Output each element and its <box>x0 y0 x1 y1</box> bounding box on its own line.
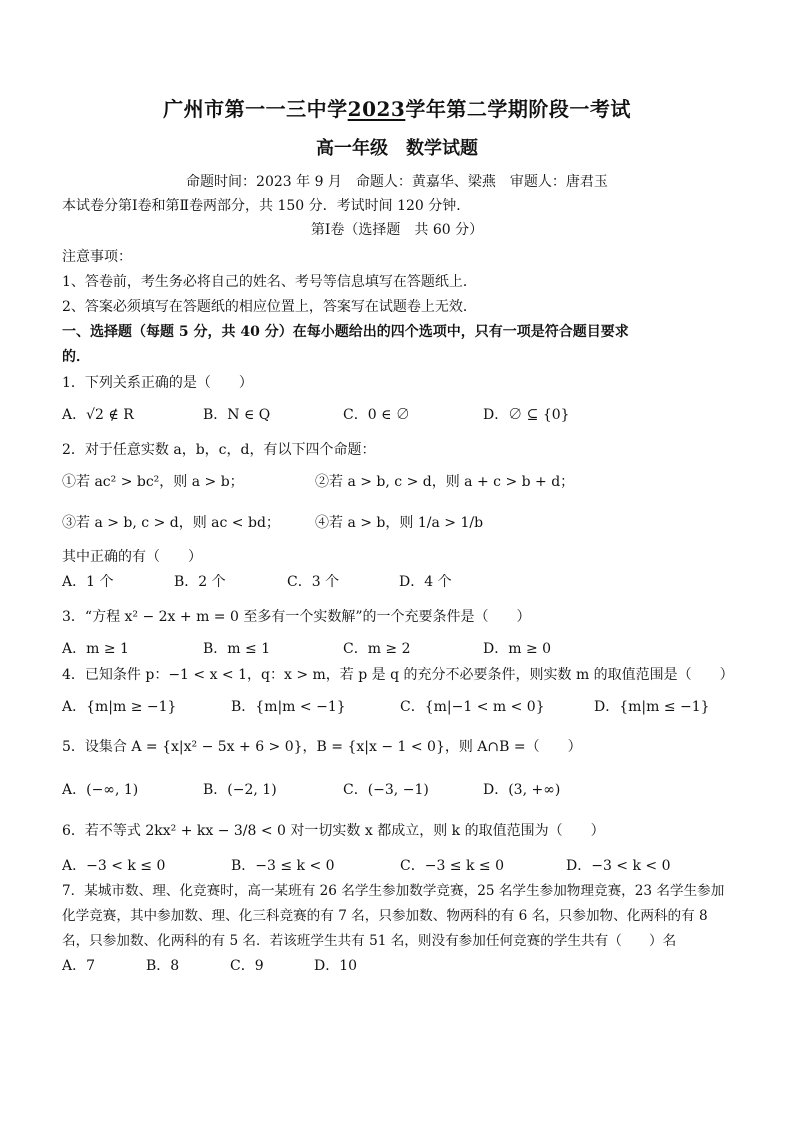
q1-option-d[interactable]: D．∅ ⊆ {0} <box>483 407 570 423</box>
q7-option-a[interactable]: A．7 <box>62 958 96 974</box>
exam-meta: 命题时间：2023 年 9 月 命题人：黄嘉华、梁燕 审题人：唐君玉 <box>186 174 608 190</box>
q7-option-b[interactable]: B．8 <box>146 958 180 974</box>
q6-option-d[interactable]: D．−3 < k < 0 <box>566 858 671 874</box>
q4-option-d[interactable]: D．{m|m ≤ −1} <box>594 699 710 715</box>
exam-intro: 本试卷分第Ⅰ卷和第Ⅱ卷两部分，共 150 分．考试时间 120 分钟． <box>62 198 471 214</box>
title-term: 学年第二学期阶段一考试 <box>405 97 631 121</box>
q5-stem: 5．设集合 A = {x|x² − 5x + 6 > 0}，B = {x|x − 1 < 0}，则 A∩B =（ ） <box>62 739 582 755</box>
q3-option-b[interactable]: B．m ≤ 1 <box>203 641 271 657</box>
section1-heading-cont: 的． <box>62 349 90 365</box>
q2-proposition-3: ③若 a > b, c > d，则 ac < bd； <box>62 515 280 531</box>
q6-option-c[interactable]: C．−3 ≤ k ≤ 0 <box>400 858 505 874</box>
part1-heading: 第Ⅰ卷（选择题 共 60 分） <box>310 222 484 238</box>
q2-stem: 2．对于任意实数 a，b，c，d，有以下四个命题： <box>62 442 376 458</box>
q3-option-a[interactable]: A．m ≥ 1 <box>62 641 129 657</box>
q4-option-a[interactable]: A．{m|m ≥ −1} <box>62 699 177 715</box>
q7-option-d[interactable]: D．10 <box>314 958 358 974</box>
q1-option-a[interactable]: A．√2 ∉ R <box>62 407 134 423</box>
section1-heading: 一、选择题（每题 5 分，共 40 分）在每小题给出的四个选项中，只有一项是符合题目要求 <box>62 324 629 340</box>
q5-option-b[interactable]: B．(−2, 1) <box>203 782 277 798</box>
q3-option-d[interactable]: D．m ≥ 0 <box>483 641 552 657</box>
q1-option-c[interactable]: C．0 ∈ ∅ <box>343 407 410 423</box>
q4-option-b[interactable]: B．{m|m < −1} <box>231 699 346 715</box>
q7-stem-line-1: 7．某城市数、理、化竞赛时，高一某班有 26 名学生参加数学竞赛，25 名学生参加物理竞赛，23 名学生参加 <box>62 883 725 899</box>
q6-stem: 6．若不等式 2kx² + kx − 3/8 < 0 对一切实数 x 都成立，则 k 的取值范围为（ ） <box>62 823 605 839</box>
title-year: 2023 <box>347 97 406 121</box>
notes-item-2: 2、答案必须填写在答题纸的相应位置上，答案写在试题卷上无效． <box>62 299 477 315</box>
q1-option-b[interactable]: B．N ∈ Q <box>203 407 271 423</box>
title-school: 广州市第一一三中学 <box>163 97 348 121</box>
q2-option-d[interactable]: D．4 个 <box>399 574 452 590</box>
q3-option-c[interactable]: C．m ≥ 2 <box>343 641 411 657</box>
q3-stem: 3．“方程 x² − 2x + m = 0 至多有一个实数解”的一个充要条件是（ ） <box>62 609 531 625</box>
q5-option-d[interactable]: D．(3, +∞) <box>483 782 561 798</box>
q2-proposition-1: ①若 ac² > bc²，则 a > b； <box>62 474 244 490</box>
q5-option-c[interactable]: C．(−3, −1) <box>343 782 429 798</box>
q6-option-b[interactable]: B．−3 ≤ k < 0 <box>231 858 335 874</box>
q5-option-a[interactable]: A．(−∞, 1) <box>62 782 139 798</box>
notes-heading: 注意事项： <box>62 249 132 265</box>
q4-option-c[interactable]: C．{m|−1 < m < 0} <box>400 699 545 715</box>
q2-option-c[interactable]: C．3 个 <box>287 574 340 590</box>
q7-stem-line-3: 名，只参加数、化两科的有 5 名．若该班学生共有 51 名，则没有参加任何竞赛的学生共有（ ）名 <box>62 933 677 949</box>
q4-stem: 4．已知条件 p：−1 < x < 1，q：x > m，若 p 是 q 的充分不必要条件，则实数 m 的取值范围是（ ） <box>62 667 734 683</box>
q6-option-a[interactable]: A．−3 < k ≤ 0 <box>62 858 166 874</box>
q2-proposition-4: ④若 a > b，则 1/a > 1/b <box>315 515 484 531</box>
q2-option-b[interactable]: B．2 个 <box>174 574 226 590</box>
exam-title <box>0 97 794 121</box>
q1-stem: 1．下列关系正确的是（ ） <box>62 375 253 391</box>
q7-option-c[interactable]: C．9 <box>230 958 264 974</box>
q7-stem-line-2: 化学竞赛，其中参加数、理、化三科竞赛的有 7 名，只参加数、物两科的有 6 名，只参加物、化两科的有 8 <box>62 908 708 924</box>
notes-item-1: 1、答卷前，考生务必将自己的姓名、考号等信息填写在答题纸上． <box>62 274 477 290</box>
q2-option-a[interactable]: A．1 个 <box>62 574 114 590</box>
exam-subtitle: 高一年级 数学试题 <box>316 138 478 159</box>
q2-ask: 其中正确的有（ ） <box>62 549 202 565</box>
q2-proposition-2: ②若 a > b, c > d，则 a + c > b + d； <box>315 474 575 490</box>
